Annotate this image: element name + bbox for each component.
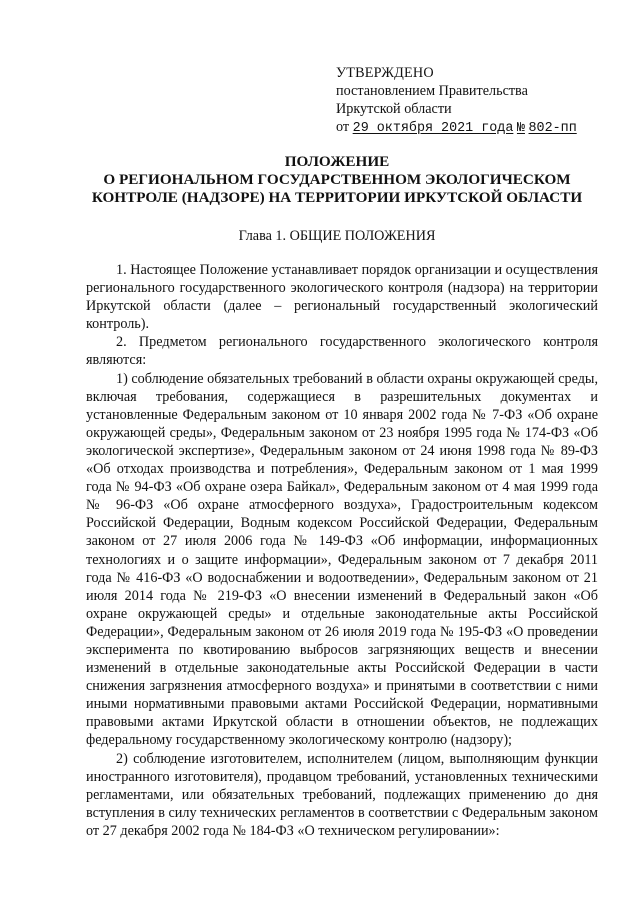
date-prefix: от bbox=[336, 119, 350, 135]
number-prefix: № bbox=[516, 121, 525, 136]
chapter-heading: Глава 1. ОБЩИЕ ПОЛОЖЕНИЯ bbox=[238, 228, 436, 244]
paragraph: 1) соблюдение обязательных требований в области охраны окружающей среды, включая требования, содержащиеся в разрешительных документах и установленные Федеральным законом от 10 января 2002 года № 7-ФЗ «Об охране окружающей среды», Федеральным законом от 23 ноября 1995 года № 174-ФЗ «Об экологической экспертизе», Федеральным законом от 24 июня 1998 года № 89-ФЗ «Об отходах производства и потребления», Федеральным законом от 1 мая 1999 года № 94-ФЗ «Об охране озера Байкал», Федеральным законом от 4 мая 1999 года № 96-ФЗ «Об охране атмосферного воздуха», Градостроительным кодексом Российской Федерации, Водным кодексом Российской Федерации, Федеральным законом от 27 июля 2006 года № 149-ФЗ «Об информации, информационных технологиях и о защите информации», Федеральным законом от 7 декабря 2011 года № 416-ФЗ «О водоснабжении и водоотведении», Федеральным законом от 21 июля 2014 года № 219-ФЗ «О внесении изменений в Федеральный закон «Об охране окружающей среды» и отдельные законодательные акты Российской Федерации», Федеральным законом от 26 июля 2019 года № 195-ФЗ «О проведении эксперимента по квотированию выбросов загрязняющих веществ и внесении изменений в отдельные законодательные акты Российской Федерации в части снижения загрязнения атмосферного воздуха» и принятыми в соответствии с ними иными нормативными правовыми актами Российской Федерации, нормативными правовыми актами Иркутской области в отношении объектов, не подлежащих федеральному государственному экологическому контролю (надзору); bbox=[86, 370, 598, 749]
paragraph: 2) соблюдение изготовителем, исполнителем (лицом, выполняющим функции иностранного изготовителя), продавцом требований, установленных техническими регламентами, или обязательных требований, подлежащих применению до дня вступления в силу технических регламентов в соответствии с Федеральным законом от 27 декабря 2002 года № 184-ФЗ «О техническом регулировании»: bbox=[86, 750, 598, 839]
document-body bbox=[86, 261, 598, 840]
document-title bbox=[60, 153, 614, 207]
paragraph: 2. Предметом регионального государственного экологического контроля являются: bbox=[86, 334, 598, 369]
title-line-3: КОНТРОЛЕ (НАДЗОРЕ) НА ТЕРРИТОРИИ ИРКУТСКОЙ ОБЛАСТИ bbox=[91, 189, 583, 206]
paragraph: 1. Настоящее Положение устанавливает порядок организации и осуществления регионального государственного экологического контроля (надзора) на территории Иркутской области (далее – региональный государственный экологический контроль). bbox=[86, 262, 598, 333]
approval-number: 802-пп bbox=[528, 121, 577, 136]
approval-line-2: Иркутской области bbox=[336, 101, 452, 117]
approval-date: 29 октября 2021 года bbox=[352, 121, 514, 136]
approval-block bbox=[336, 64, 606, 138]
approval-date-line bbox=[336, 118, 606, 138]
title-line-1: ПОЛОЖЕНИЕ bbox=[284, 153, 390, 170]
approval-line-1: постановлением Правительства bbox=[336, 83, 528, 99]
approval-stamp: УТВЕРЖДЕНО bbox=[336, 65, 434, 81]
title-line-2: О РЕГИОНАЛЬНОМ ГОСУДАРСТВЕННОМ ЭКОЛОГИЧЕСКОМ bbox=[103, 171, 571, 188]
